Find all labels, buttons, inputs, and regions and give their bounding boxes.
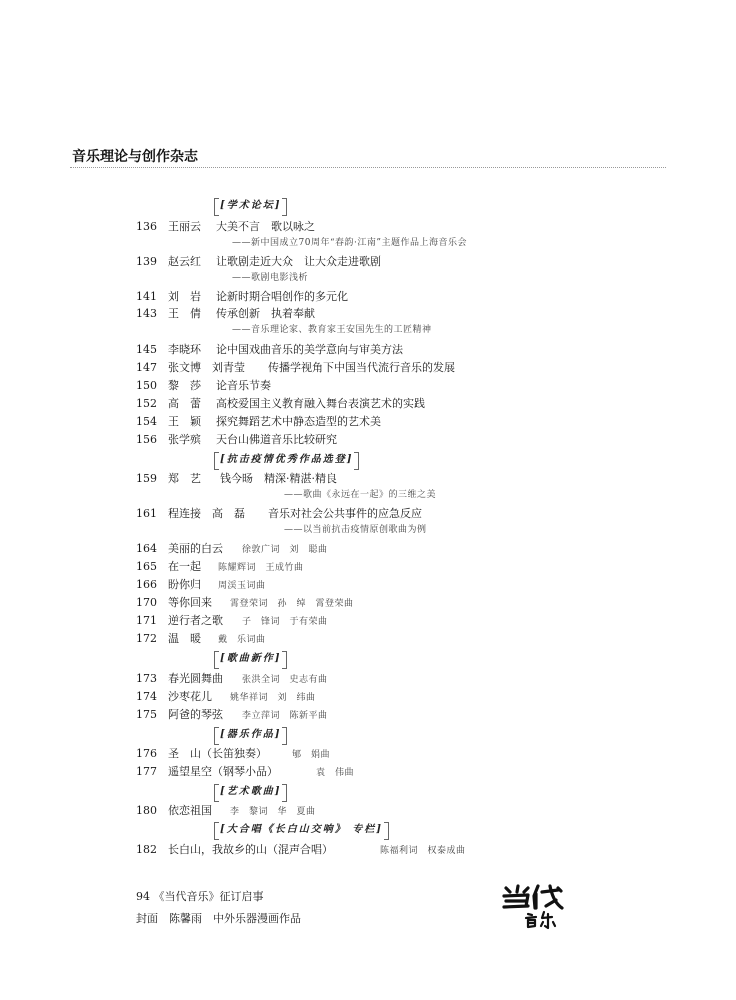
section-heading: [歌曲新作]: [214, 651, 287, 667]
entry-author: 张学殡: [168, 433, 201, 446]
entry-title: 让歌剧走近大众 让大众走进歌剧: [216, 255, 381, 268]
page-number: 161: [136, 507, 157, 520]
toc-entry[interactable]: [136, 706, 328, 724]
page-number: 165: [136, 560, 157, 573]
section-heading: [抗击疫情优秀作品选登]: [214, 452, 359, 468]
entry-title: 依恋祖国: [168, 804, 212, 817]
entry-author: 郑 艺: [168, 472, 201, 485]
page-number: 171: [136, 614, 157, 627]
entry-credit: 霄登荣词 孙 绰 霄登荣曲: [230, 599, 354, 609]
toc-entry[interactable]: [136, 359, 455, 377]
toc-entry[interactable]: [136, 288, 348, 306]
entry-author: 王 倩: [168, 307, 201, 320]
toc-entry[interactable]: [136, 745, 330, 763]
entry-credit: 姚华祥词 刘 纬曲: [230, 693, 316, 703]
journal-header-title: 音乐理论与创作杂志: [72, 149, 198, 165]
toc-entry[interactable]: [136, 540, 328, 558]
entry-title: 钱今旸 精深·精湛·精良: [220, 472, 337, 485]
toc-entry[interactable]: [136, 594, 354, 612]
toc-entry[interactable]: [136, 763, 354, 781]
entry-title: 高校爱国主义教育融入舞台表演艺术的实践: [216, 397, 425, 410]
page-number: 136: [136, 220, 157, 233]
page-number: 139: [136, 255, 157, 268]
entry-title: 传播学视角下中国当代流行音乐的发展: [268, 361, 455, 374]
entry-title: 阿爸的琴弦: [168, 708, 223, 721]
entry-title: 温 暖: [168, 632, 201, 645]
page-number: 164: [136, 542, 157, 555]
entry-title: 美丽的白云: [168, 542, 223, 555]
entry-credit: 郇 娟曲: [292, 750, 331, 760]
entry-author: 王 颖: [168, 415, 201, 428]
logo-calligraphy-icon: [498, 882, 568, 930]
entry-title: 论中国戏曲音乐的美学意向与审美方法: [216, 343, 403, 356]
page-number: 159: [136, 472, 157, 485]
journal-logo: [498, 882, 568, 930]
entry-credit: 戴 乐词曲: [218, 635, 266, 645]
toc-entry[interactable]: [136, 413, 381, 431]
entry-author: 黎 莎: [168, 379, 201, 392]
page-number: 147: [136, 361, 157, 374]
entry-subtitle: ——新中国成立70周年“春韵·江南”主题作品上海音乐会: [232, 238, 468, 248]
page-number: 152: [136, 397, 157, 410]
entry-author: 李晓环: [168, 343, 201, 356]
entry-credit: 李立萍词 陈新平曲: [242, 711, 328, 721]
entry-author: 刘 岩: [168, 290, 201, 303]
toc-entry[interactable]: [136, 630, 266, 648]
page-number: 180: [136, 804, 157, 817]
entry-title: 遥望星空（钢琴小品）: [168, 765, 278, 778]
toc-entry[interactable]: [136, 377, 271, 395]
page-number: 175: [136, 708, 157, 721]
toc-entry[interactable]: [136, 431, 337, 449]
entry-subtitle: ——音乐理论家、教育家王安国先生的工匠精神: [232, 325, 432, 335]
toc-entry[interactable]: [136, 841, 466, 859]
page-number: 176: [136, 747, 157, 760]
entry-title: 沙枣花儿: [168, 690, 212, 703]
page-number: 173: [136, 672, 157, 685]
toc-entry[interactable]: [136, 341, 403, 359]
section-heading: [艺术歌曲]: [214, 784, 287, 800]
toc-entry[interactable]: [136, 558, 304, 576]
section-heading: [大合唱《长白山交响》 专栏]: [214, 822, 389, 838]
entry-title: 圣 山（长笛独奏）: [168, 747, 267, 760]
entry-title: 论音乐节奏: [216, 379, 271, 392]
footer-subscription-note: 94 《当代音乐》征订启事: [136, 890, 264, 903]
toc-entry[interactable]: [136, 612, 328, 630]
entry-subtitle: ——歌剧电影浅析: [232, 273, 309, 283]
footer-cover-credit: 封面 陈馨雨 中外乐器漫画作品: [136, 912, 301, 925]
entry-title: 长白山，我故乡的山（混声合唱）: [168, 843, 333, 856]
entry-credit: 李 黎词 华 夏曲: [230, 807, 316, 817]
header-divider: [70, 167, 666, 168]
toc-entry[interactable]: [136, 395, 425, 413]
toc-entry[interactable]: [136, 688, 316, 706]
entry-title: 盼你归: [168, 578, 201, 591]
entry-credit: 陈耀辉词 王成竹曲: [218, 563, 304, 573]
page-number: 143: [136, 307, 157, 320]
page-number: 156: [136, 433, 157, 446]
section-heading: [器乐作品]: [214, 727, 287, 743]
entry-credit: 子 锋词 于有荣曲: [242, 617, 328, 627]
entry-credit: 陈福利词 权泰成曲: [380, 846, 466, 856]
entry-author: 程连接 高 磊: [168, 507, 245, 520]
entry-title: 传承创新 执着奉献: [216, 307, 315, 320]
entry-author: 高 蕾: [168, 397, 201, 410]
entry-credit: 徐敦广词 刘 聪曲: [242, 545, 328, 555]
toc-entry[interactable]: [136, 470, 337, 488]
entry-credit: 袁 伟曲: [316, 768, 355, 778]
entry-subtitle: ——歌曲《永远在一起》的三维之美: [284, 490, 437, 500]
entry-title: 探究舞蹈艺术中静态造型的艺术美: [216, 415, 381, 428]
toc-entry[interactable]: [136, 576, 266, 594]
entry-author: 张文博 刘青莹: [168, 361, 245, 374]
toc-entry[interactable]: [136, 218, 315, 236]
page-number: 145: [136, 343, 157, 356]
entry-title: 论新时期合唱创作的多元化: [216, 290, 348, 303]
entry-title: 大美不言 歌以咏之: [216, 220, 315, 233]
page-number: 182: [136, 843, 157, 856]
page-number: 154: [136, 415, 157, 428]
entry-title: 在一起: [168, 560, 201, 573]
page-number: 166: [136, 578, 157, 591]
entry-title: 等你回来: [168, 596, 212, 609]
toc-entry[interactable]: [136, 670, 328, 688]
page-number: 177: [136, 765, 157, 778]
toc-entry[interactable]: [136, 253, 381, 271]
entry-title: 音乐对社会公共事件的应急反应: [268, 507, 422, 520]
entry-credit: 周渓玉词曲: [218, 581, 266, 591]
page-number: 141: [136, 290, 157, 303]
page-number: 174: [136, 690, 157, 703]
entry-title: 春光圆舞曲: [168, 672, 223, 685]
entry-author: 王丽云: [168, 220, 201, 233]
toc-entry[interactable]: [136, 802, 316, 820]
toc-entry[interactable]: [136, 505, 422, 523]
toc-entry[interactable]: [136, 305, 315, 323]
page-number: 172: [136, 632, 157, 645]
entry-title: 逆行者之歌: [168, 614, 223, 627]
entry-subtitle: ——以当前抗击疫情原创歌曲为例: [284, 525, 427, 535]
entry-credit: 张洪全词 史志有曲: [242, 675, 328, 685]
entry-author: 赵云红: [168, 255, 201, 268]
page-number: 170: [136, 596, 157, 609]
entry-title: 天台山佛道音乐比较研究: [216, 433, 337, 446]
section-heading: [学术论坛]: [214, 198, 287, 214]
page-number: 150: [136, 379, 157, 392]
